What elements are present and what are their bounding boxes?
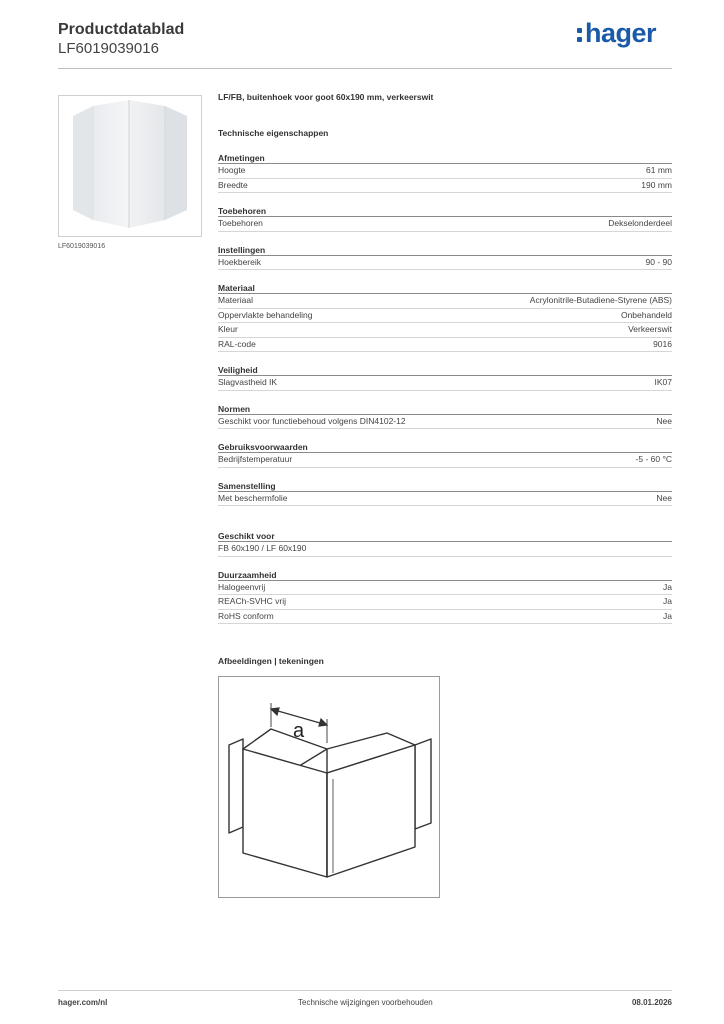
spec-row bbox=[218, 323, 672, 338]
spec-row bbox=[218, 309, 672, 324]
spec-row bbox=[218, 376, 672, 391]
spec-label: Kleur bbox=[218, 324, 238, 334]
section-heading: Samenstelling bbox=[218, 480, 672, 492]
section-heading: Toebehoren bbox=[218, 205, 672, 217]
spec-row bbox=[218, 610, 672, 625]
spec-section bbox=[218, 282, 672, 352]
spec-row bbox=[218, 581, 672, 596]
spec-row bbox=[218, 338, 672, 353]
section-heading: Duurzaamheid bbox=[218, 569, 672, 581]
hager-logo bbox=[577, 20, 656, 46]
corner-drawing-icon bbox=[219, 677, 439, 897]
spec-value: Verkeerswit bbox=[628, 324, 672, 334]
spec-section bbox=[218, 530, 672, 557]
header-divider bbox=[58, 68, 672, 69]
spec-section bbox=[218, 152, 672, 193]
logo-text: hager bbox=[584, 18, 656, 48]
spec-value: -5 - 60 °C bbox=[635, 454, 672, 464]
spec-section bbox=[218, 403, 672, 430]
spec-label: RoHS conform bbox=[218, 610, 274, 621]
section-heading: Veiligheid bbox=[218, 364, 672, 376]
logo-dots-icon bbox=[577, 28, 582, 42]
spec-value: 61 mm bbox=[646, 165, 672, 175]
spec-sections bbox=[218, 152, 672, 624]
spec-value: IK07 bbox=[654, 377, 672, 387]
spec-section bbox=[218, 569, 672, 625]
dimension-label: a bbox=[293, 720, 305, 742]
footer-divider bbox=[58, 990, 672, 991]
thumbnail-caption: LF6019039016 bbox=[58, 243, 106, 250]
spec-row bbox=[218, 453, 672, 468]
spec-label: Toebehoren bbox=[218, 218, 263, 228]
section-heading: Afmetingen bbox=[218, 152, 672, 164]
spec-value: Onbehandeld bbox=[620, 309, 672, 320]
spec-label: Hoekbereik bbox=[218, 256, 261, 267]
spec-row bbox=[218, 595, 672, 610]
spec-label: Geschikt voor functiebehoud volgens DIN4102-12 bbox=[218, 415, 406, 426]
spec-value: 90 - 90 bbox=[645, 256, 672, 267]
spec-label: Halogeenvrij bbox=[218, 581, 266, 592]
spec-value: Ja bbox=[663, 581, 672, 592]
section-heading: Instellingen bbox=[218, 244, 672, 256]
spec-row bbox=[218, 164, 672, 179]
specifications bbox=[218, 92, 672, 624]
spec-row bbox=[218, 415, 672, 430]
spec-value: Nee bbox=[656, 492, 672, 503]
technical-properties-title: Technische eigenschappen bbox=[218, 128, 329, 138]
spec-value: Ja bbox=[663, 596, 672, 606]
spec-row bbox=[218, 492, 672, 507]
footer-date: 08.01.2026 bbox=[631, 998, 672, 1007]
section-heading: Gebruiksvoorwaarden bbox=[218, 441, 672, 453]
technical-drawing bbox=[218, 676, 440, 898]
spec-label: FB 60x190 / LF 60x190 bbox=[218, 543, 307, 553]
spec-label: Slagvastheid IK bbox=[218, 377, 278, 387]
spec-label: REACh-SVHC vrij bbox=[218, 596, 287, 606]
document-title: Productdatablad bbox=[58, 21, 185, 38]
spec-label: Oppervlakte behandeling bbox=[218, 309, 313, 320]
article-number: LF6019039016 bbox=[58, 40, 159, 57]
spec-value: Acrylonitrile-Butadiene-Styrene (ABS) bbox=[529, 295, 672, 305]
page-header bbox=[58, 20, 672, 70]
spec-label: Breedte bbox=[218, 179, 248, 190]
spec-value: 190 mm bbox=[641, 179, 672, 190]
product-description: LF/FB, buitenhoek voor goot 60x190 mm, verkeerswit bbox=[218, 92, 434, 102]
spec-row bbox=[218, 256, 672, 271]
spec-label: RAL-code bbox=[218, 338, 256, 349]
spec-label: Bedrijfstemperatuur bbox=[218, 454, 293, 464]
spec-label: Hoogte bbox=[218, 165, 246, 175]
spec-row bbox=[218, 542, 672, 557]
spec-value: 9016 bbox=[653, 338, 672, 349]
product-thumbnail bbox=[58, 95, 202, 237]
spec-row bbox=[218, 217, 672, 232]
spec-label: Materiaal bbox=[218, 295, 253, 305]
spec-label: Met beschermfolie bbox=[218, 492, 288, 503]
spec-value: Ja bbox=[663, 610, 672, 621]
spec-section bbox=[218, 205, 672, 232]
spec-section bbox=[218, 480, 672, 507]
spec-value: Dekselonderdeel bbox=[608, 218, 672, 228]
spec-row bbox=[218, 294, 672, 309]
section-heading: Materiaal bbox=[218, 282, 672, 294]
spec-value: Nee bbox=[656, 415, 672, 426]
spec-section bbox=[218, 364, 672, 391]
footer-website[interactable]: hager.com/nl bbox=[58, 998, 108, 1007]
product-photo-icon bbox=[59, 96, 201, 236]
spec-section bbox=[218, 441, 672, 468]
spec-row bbox=[218, 179, 672, 194]
footer-disclaimer: Technische wijzigingen voorbehouden bbox=[298, 998, 433, 1007]
section-heading: Normen bbox=[218, 403, 672, 415]
drawings-title: Afbeeldingen | tekeningen bbox=[218, 656, 324, 666]
section-heading: Geschikt voor bbox=[218, 530, 672, 542]
spec-section bbox=[218, 244, 672, 271]
